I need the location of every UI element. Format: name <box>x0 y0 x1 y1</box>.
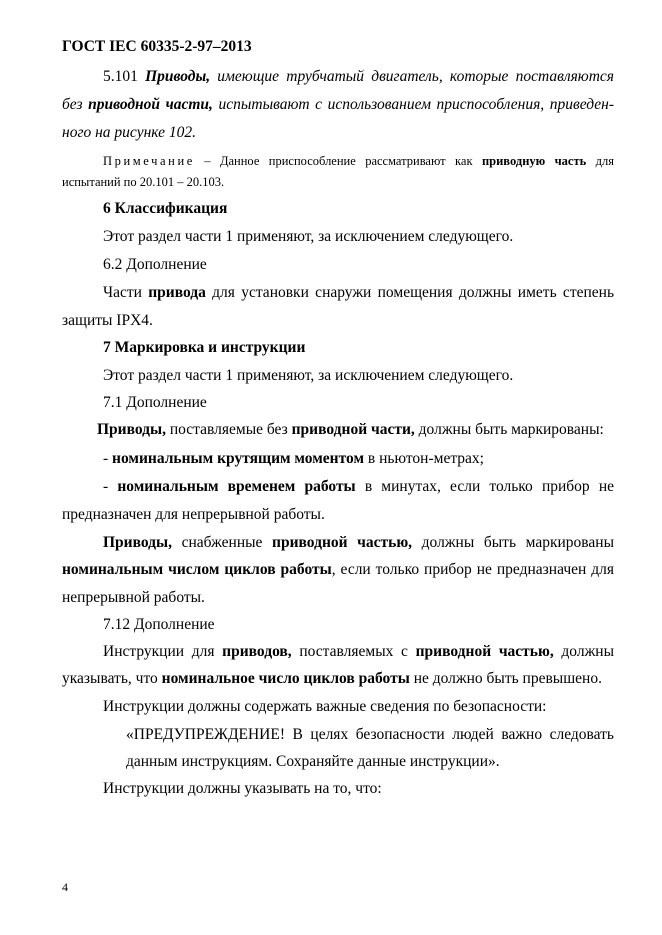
text: испытаний по 20.101 – 20.103. <box>62 175 225 189</box>
page-number: 4 <box>62 880 68 894</box>
term-bold: номинальным временем работы <box>117 478 356 495</box>
text: без <box>62 96 89 113</box>
section-7-12-para-e: Инструкции должны указывать на то, что: <box>103 780 382 797</box>
term-bold: привода <box>148 284 206 301</box>
warning-quote-line-1: «ПРЕДУПРЕЖДЕНИЕ! В целях безопасности людей важно следовать <box>126 726 614 743</box>
subsection-6-2: 6.2 Дополнение <box>103 256 207 273</box>
paragraph-5-101-line-1 <box>103 68 614 86</box>
list-item-torque: - номинальным крутящим моментом в ньютон-метрах; <box>103 450 484 467</box>
term-bold: Приводы, <box>97 421 166 438</box>
section-7-heading: 7 Маркировка и инструкции <box>103 339 306 356</box>
term-bold: Приводы, <box>103 534 172 551</box>
section-7-12-para-d: Инструкции должны содержать важные сведения по безопасности: <box>103 698 547 715</box>
list-item-time-line-1: - номинальным временем работы в минутах, если только прибор не <box>103 478 615 495</box>
term-bold: Приводы, <box>145 68 211 85</box>
text: имеющие трубчатый двигатель, которые поставляются <box>210 68 615 85</box>
section-7-1-para-b-line-2: номинальным числом циклов работы, если только прибор не предназначен для <box>62 561 614 578</box>
text: ного на рисунке 102. <box>62 124 197 141</box>
term-bold: номинальным крутящим моментом <box>112 450 365 467</box>
section-6-2-line-2: защиты IPX4. <box>62 312 153 329</box>
section-6-2-line-1: Части привода для установки снаружи помещения должны иметь степень <box>103 284 615 301</box>
note-line-1 <box>103 152 614 170</box>
term-bold: приводную часть <box>481 154 587 168</box>
note-label: Примечание <box>103 154 195 168</box>
subsection-7-12: 7.12 Дополнение <box>103 616 215 633</box>
text: испытывают с использованием приспособления, приведен- <box>212 96 614 113</box>
subsection-7-1: 7.1 Дополнение <box>103 394 207 411</box>
section-7-1-para-b-line-3: непрерывной работы. <box>62 589 205 606</box>
term-bold: приводной части, <box>291 421 415 438</box>
paragraph-5-101-line-2 <box>62 96 614 114</box>
note-line-2 <box>62 173 614 191</box>
section-7-1-para-b-line-1: Приводы, снабженные приводной частью, должны быть маркированы <box>103 534 614 551</box>
text: – Данное приспособление рассматривают как <box>194 154 482 168</box>
section-6-heading: 6 Классификация <box>103 200 228 217</box>
term-bold: приводов, <box>222 643 292 660</box>
term-bold: номинальное число циклов работы <box>161 670 410 687</box>
section-7-intro: Этот раздел части 1 применяют, за исключением следующего. <box>103 367 514 384</box>
term-bold: приводной частью, <box>272 534 413 551</box>
text: для <box>586 154 614 168</box>
paragraph-5-101-line-3 <box>62 124 614 142</box>
term-bold: приводной части, <box>88 96 213 113</box>
section-number: 5.101 <box>103 68 146 85</box>
section-7-1-para-a: Приводы, поставляемые без приводной части, должны быть маркированы: <box>97 421 604 438</box>
section-7-12-para-c-line-2: указывать, что номинальное число циклов работы не должно быть превышено. <box>62 670 602 687</box>
section-7-12-para-c-line-1: Инструкции для приводов, поставляемых с приводной частью, должны <box>103 643 614 660</box>
warning-quote-line-2: данным инструкциям. Сохраняйте данные инструкции». <box>126 753 500 770</box>
term-bold: приводной частью, <box>415 643 554 660</box>
document-header: ГОСТ IEC 60335-2-97–2013 <box>62 38 252 55</box>
section-6-intro: Этот раздел части 1 применяют, за исключением следующего. <box>103 228 514 245</box>
term-bold: номинальным числом циклов работы <box>62 561 332 578</box>
list-item-time-line-2: предназначен для непрерывной работы. <box>62 506 325 523</box>
